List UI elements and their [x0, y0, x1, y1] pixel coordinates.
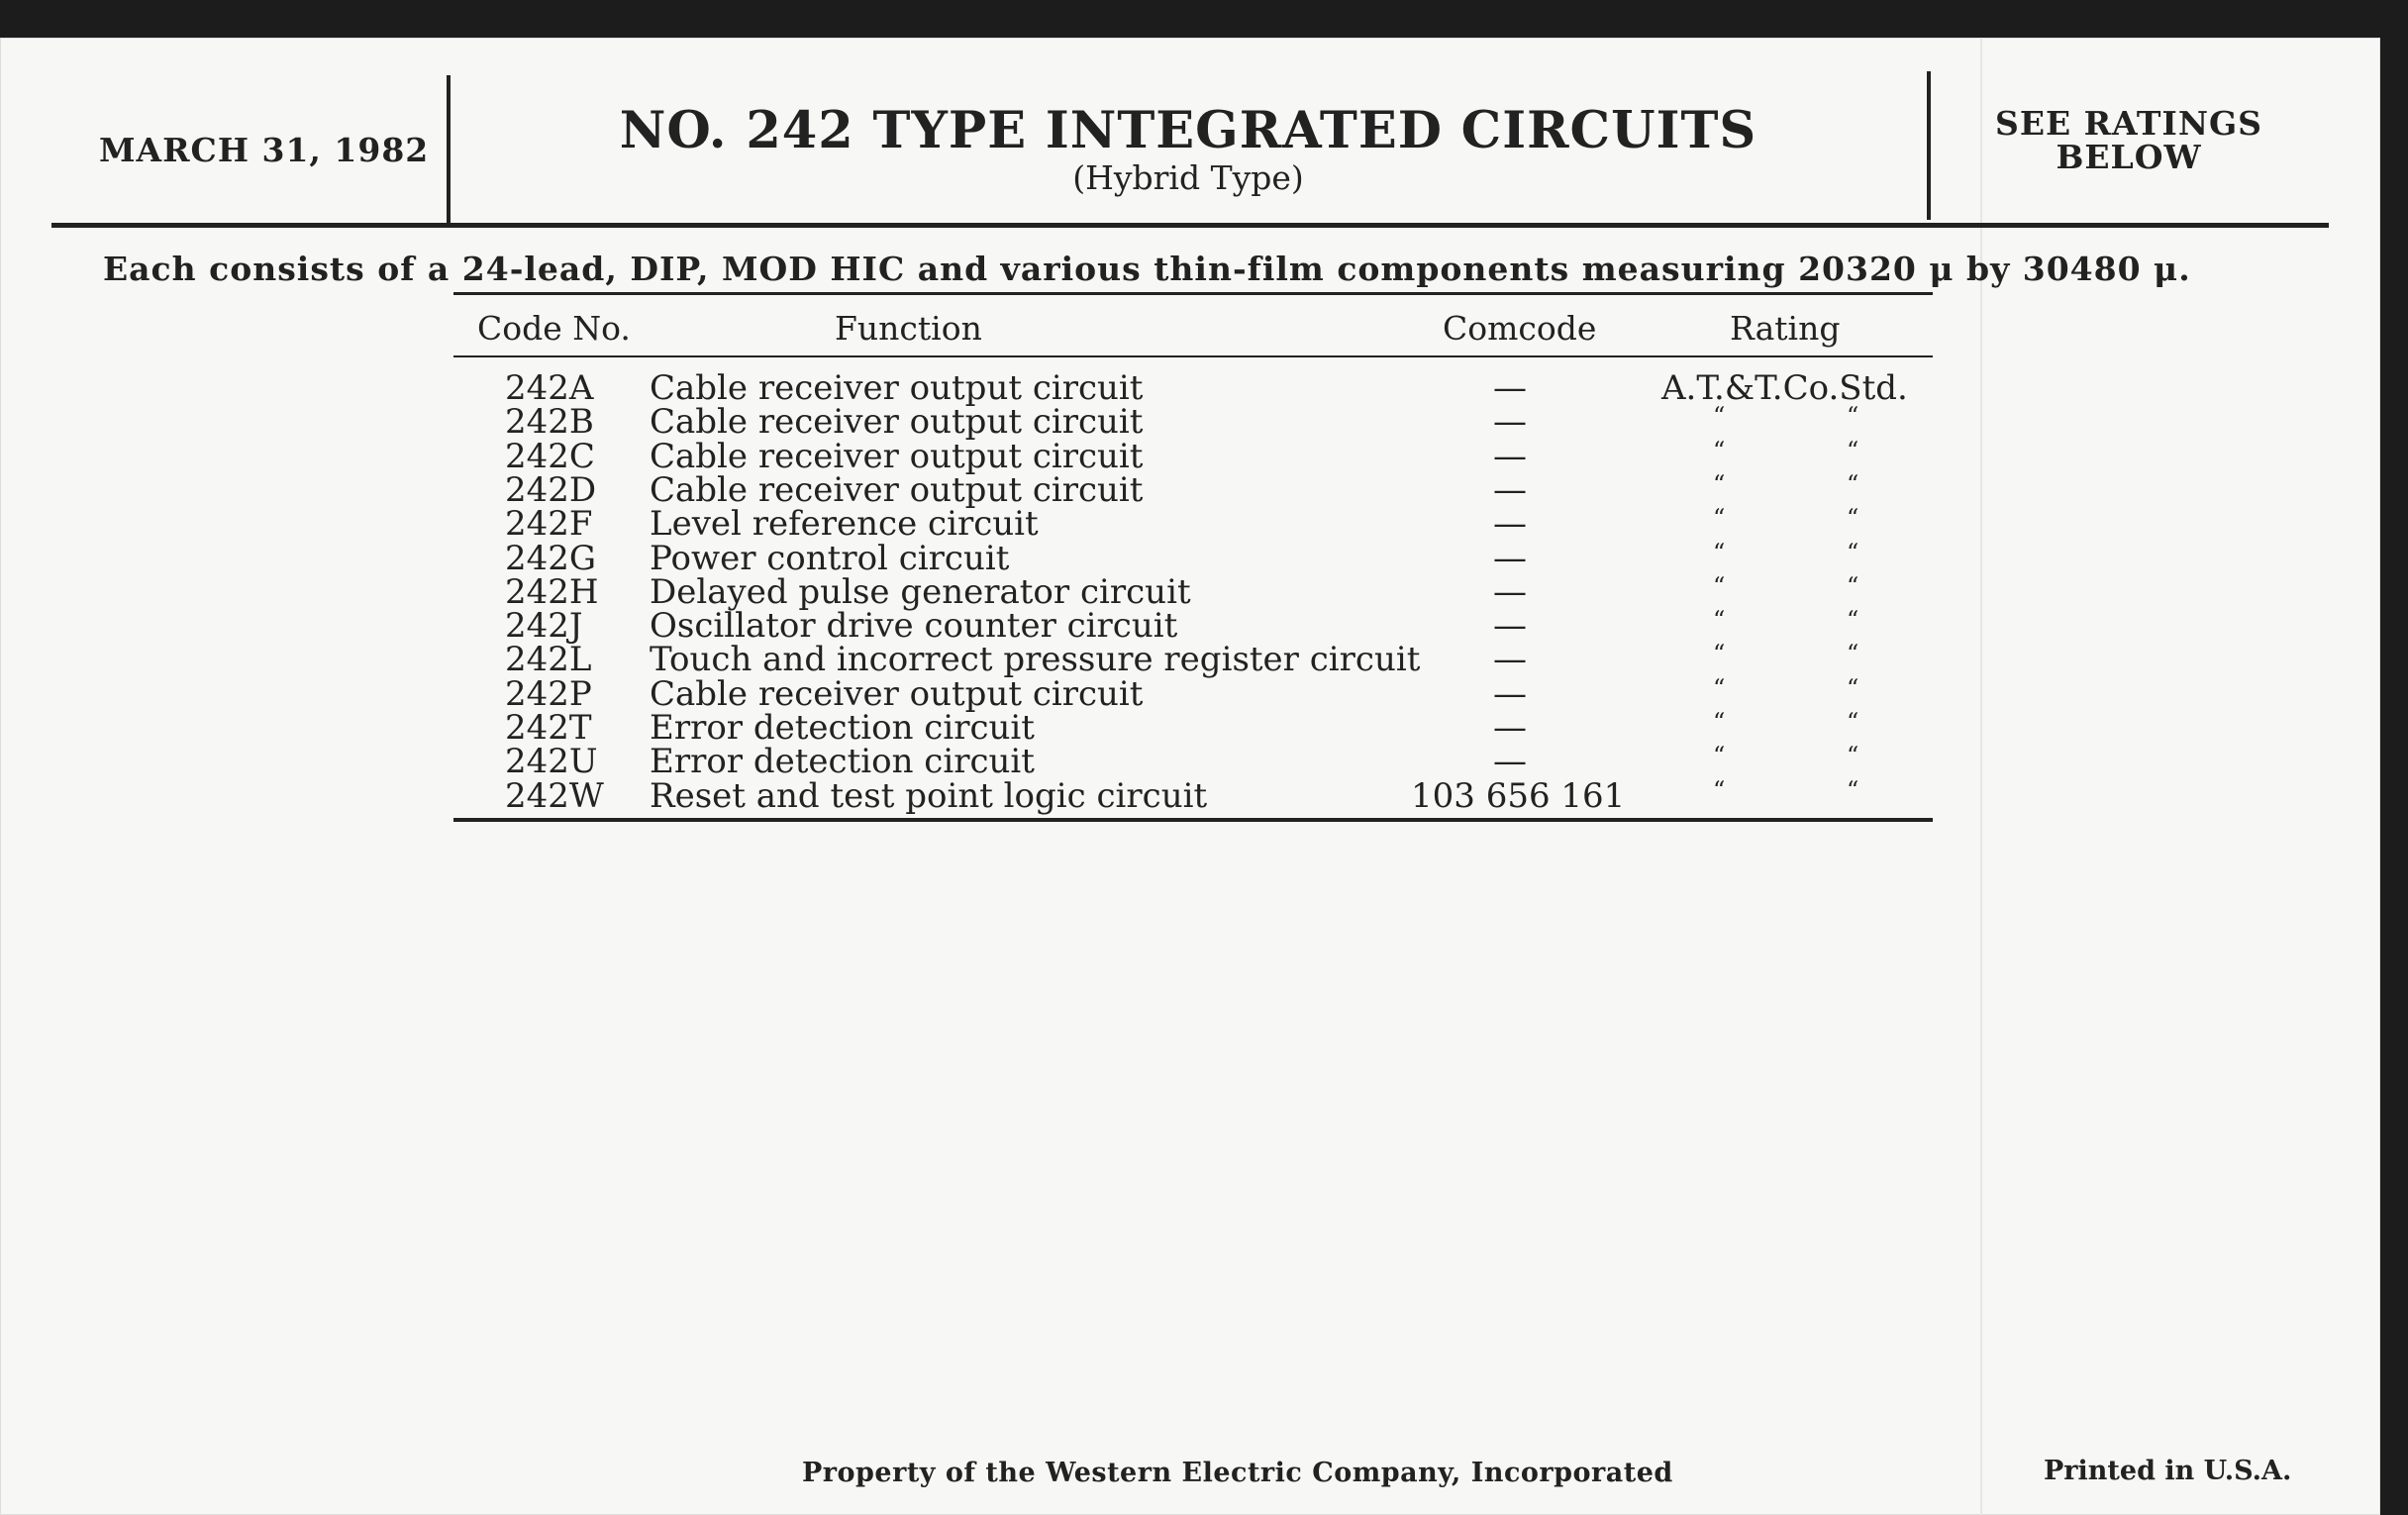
rating-ditto-mark: “	[1847, 606, 1859, 635]
code-cell: 242W	[505, 775, 604, 816]
comcode-cell: —	[1493, 742, 1527, 782]
rating-cell: A.T.&T.Co.Std.	[1661, 368, 1908, 408]
comcode-cell: —	[1493, 504, 1527, 545]
rating-ditto-mark: “	[1847, 436, 1859, 464]
property-notice: Property of the Western Electric Company, Incorporated	[802, 1458, 1673, 1488]
table-row	[0, 708, 1980, 748]
rating-ditto-mark: “	[1847, 775, 1859, 804]
comcode-cell: —	[1493, 368, 1527, 408]
function-cell: Reset and test point logic circuit	[650, 775, 1208, 816]
rating-ditto-mark: “	[1713, 708, 1726, 736]
comcode-cell: —	[1493, 640, 1527, 680]
page-title: NO. 242 TYPE INTEGRATED CIRCUITS	[619, 101, 1757, 160]
column-header-function: Function	[835, 309, 982, 348]
rating-ditto-mark: “	[1847, 402, 1859, 431]
table-row	[0, 606, 1980, 647]
rating-ditto-mark: “	[1847, 571, 1859, 600]
rating-ditto-mark: “	[1713, 436, 1726, 464]
rating-ditto-mark: “	[1713, 469, 1726, 498]
rating-ditto-mark: “	[1713, 673, 1726, 702]
rating-ditto-mark: “	[1847, 469, 1859, 498]
table-row	[0, 436, 1980, 476]
rating-ditto-mark: “	[1713, 742, 1726, 770]
rating-ditto-mark: “	[1713, 538, 1726, 566]
comcode-cell: 103 656 161	[1411, 775, 1626, 816]
comcode-cell: —	[1493, 571, 1527, 612]
comcode-cell: —	[1493, 436, 1527, 476]
function-cell: Cable receiver output circuit	[650, 469, 1144, 510]
rating-ditto-mark: “	[1847, 640, 1859, 668]
page-subtitle: (Hybrid Type)	[1072, 158, 1304, 197]
function-cell: Level reference circuit	[650, 504, 1039, 545]
issue-date: MARCH 31, 1982	[99, 131, 430, 169]
code-cell: 242P	[505, 673, 592, 714]
rating-ditto-mark: “	[1847, 673, 1859, 702]
table-row	[0, 673, 1980, 714]
code-cell: 242B	[505, 402, 594, 443]
comcode-cell: —	[1493, 673, 1527, 714]
column-header-comcode: Comcode	[1443, 309, 1597, 348]
code-cell: 242L	[505, 640, 592, 680]
comcode-cell: —	[1493, 402, 1527, 443]
table-header-rule	[453, 355, 1933, 357]
rating-ditto-mark: “	[1713, 640, 1726, 668]
header-rule	[51, 223, 2329, 228]
table-row	[0, 504, 1980, 545]
description: Each consists of a 24-lead, DIP, MOD HIC and various thin-film components measuring 20320 μ by 30480 μ.	[103, 250, 2191, 288]
function-cell: Touch and incorrect pressure register circuit	[650, 640, 1421, 680]
rating-ditto-mark: “	[1713, 775, 1726, 804]
comcode-cell: —	[1493, 469, 1527, 510]
function-cell: Power control circuit	[650, 538, 1010, 578]
table-row	[0, 538, 1980, 578]
function-cell: Oscillator drive counter circuit	[650, 606, 1178, 647]
comcode-cell: —	[1493, 606, 1527, 647]
table-row	[0, 775, 1980, 816]
code-cell: 242U	[505, 742, 598, 782]
rating-ditto-mark: “	[1847, 708, 1859, 736]
function-cell: Cable receiver output circuit	[650, 436, 1144, 476]
column-header-code: Code No.	[477, 309, 631, 348]
table-row	[0, 469, 1980, 510]
ratings-note	[1960, 104, 2297, 176]
function-cell: Cable receiver output circuit	[650, 402, 1144, 443]
printed-in: Printed in U.S.A.	[2044, 1456, 2292, 1486]
header-divider-right	[1927, 71, 1931, 220]
table-row	[0, 402, 1980, 443]
function-cell: Cable receiver output circuit	[650, 368, 1144, 408]
rating-ditto-mark: “	[1713, 571, 1726, 600]
code-cell: 242G	[505, 538, 597, 578]
function-cell: Delayed pulse generator circuit	[650, 571, 1191, 612]
table-bottom-rule	[453, 818, 1933, 822]
function-cell: Error detection circuit	[650, 708, 1035, 748]
code-cell: 242F	[505, 504, 593, 545]
function-cell: Error detection circuit	[650, 742, 1035, 782]
rating-ditto-mark: “	[1847, 504, 1859, 533]
rating-ditto-mark: “	[1847, 742, 1859, 770]
ratings-note-line1: SEE RATINGS	[1994, 104, 2263, 143]
rating-ditto-mark: “	[1713, 606, 1726, 635]
code-cell: 242J	[505, 606, 583, 647]
comcode-cell: —	[1493, 708, 1527, 748]
table-row	[0, 742, 1980, 782]
ratings-note-line2: BELOW	[2056, 138, 2202, 176]
code-cell: 242H	[505, 571, 599, 612]
comcode-cell: —	[1493, 538, 1527, 578]
rating-ditto-mark: “	[1713, 504, 1726, 533]
table-top-rule	[453, 292, 1933, 295]
code-cell: 242C	[505, 436, 595, 476]
rating-ditto-mark: “	[1847, 538, 1859, 566]
function-cell: Cable receiver output circuit	[650, 673, 1144, 714]
table-row	[0, 571, 1980, 612]
table-row	[0, 640, 1980, 680]
table-row	[0, 368, 1980, 408]
code-cell: 242A	[505, 368, 594, 408]
code-cell: 242D	[505, 469, 597, 510]
code-cell: 242T	[505, 708, 592, 748]
rating-ditto-mark: “	[1713, 402, 1726, 431]
column-header-rating: Rating	[1730, 309, 1841, 348]
